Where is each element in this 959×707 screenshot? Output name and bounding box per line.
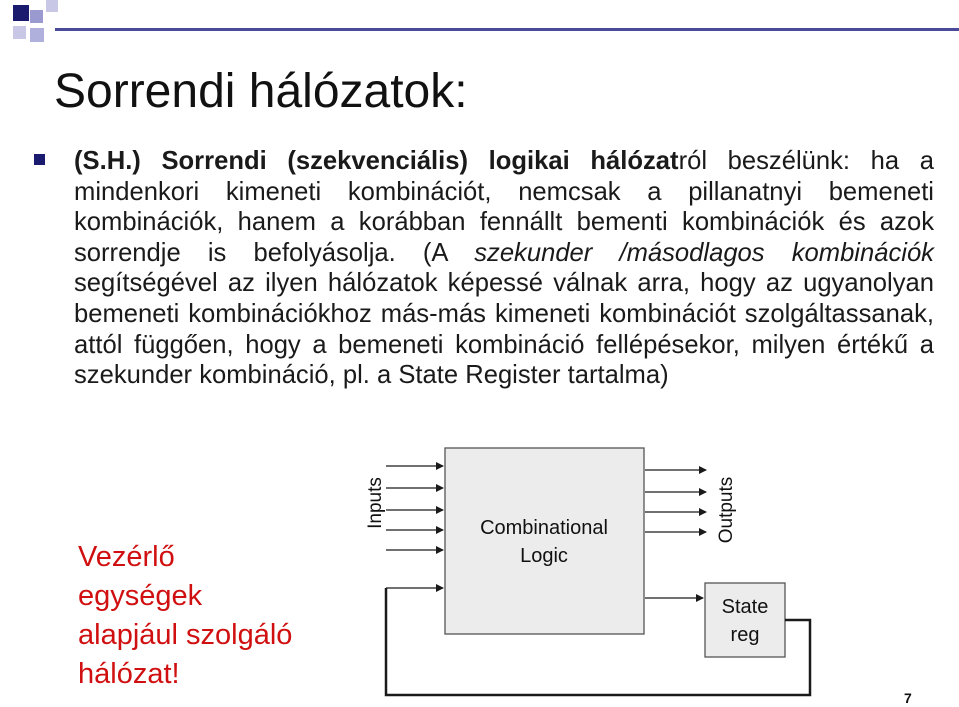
bold-term: (S.H.) Sorrendi (szekvenciális) logikai hálózat xyxy=(74,147,679,175)
paragraph-text: ról beszélünk: ha a mindenkori kimeneti kombinációt, nemcsak a pillanatnyi bemeneti kombinációk, hanem a korábban fennállt bementi kombinációk és azok sorrendje is befolyásolja. (A xyxy=(74,147,934,267)
output-arrows xyxy=(645,470,706,598)
slide-title: Sorrendi hálózatok: xyxy=(54,65,468,118)
state-register-label: State xyxy=(721,596,769,618)
side-note-line: hálózat! xyxy=(78,658,180,690)
state-register-label: reg xyxy=(730,624,760,646)
comb-logic-label: Logic xyxy=(520,545,568,567)
inputs-label: Inputs xyxy=(365,477,386,529)
italic-term: szekunder /másodlagos kombinációk xyxy=(474,238,934,267)
paragraph-text-continued: segítségével az ilyen hálózatok képessé válnak arra, hogy az ugyanolyan bemeneti kombinációkhoz más-más kimeneti kombinációt szolgáltassanak, attól függően, hogy a bemeneti kombináció fellépésekor, milyen értékű a szekunder kombináció, pl. a State Register tartalma) xyxy=(74,269,934,390)
side-note-line: egységek xyxy=(78,580,203,612)
side-note-line: Vezérlő xyxy=(78,541,175,573)
side-note-line: alapjául szolgáló xyxy=(78,619,293,651)
comb-logic-label: Combinational xyxy=(480,517,608,539)
outputs-label: Outputs xyxy=(716,476,737,544)
combinational-logic-box xyxy=(445,448,644,634)
input-arrows xyxy=(386,466,443,550)
page-number: 7 xyxy=(904,690,912,706)
